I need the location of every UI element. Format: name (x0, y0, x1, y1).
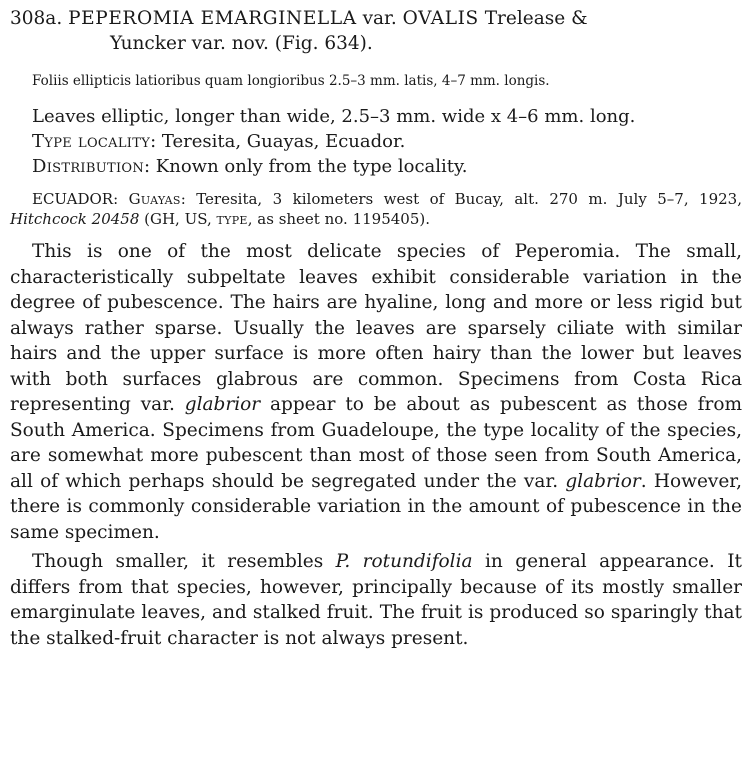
paragraph1-italic-a: glabrior (184, 394, 261, 415)
specimen-herbaria-pre: (GH, US, (139, 210, 217, 228)
type-locality-value: : Teresita, Guayas, Ecuador. (150, 131, 406, 152)
leaves-description: Leaves elliptic, longer than wide, 2.5–3 mm. wide x 4–6 mm. long. (32, 106, 636, 127)
paragraph2-text-b: in general appearance. It differs from that species, however, principally because of its mostly smaller emarginulate leaves, and stalked fruit. The fruit is produced so sparingly that the stalked-fruit character is not always present. (10, 551, 742, 649)
distribution (32, 154, 742, 179)
specimen-country: ECUADOR (32, 190, 114, 208)
paragraph2-italic-a: P. rotundifolia (335, 551, 473, 572)
distribution-label: Distribution (32, 156, 145, 177)
discussion-paragraph-2 (10, 549, 742, 651)
discussion-paragraph-1 (10, 239, 742, 545)
specimen-locality: : Teresita, 3 kilometers west of Bucay, alt. 270 m. July 5–7, 1923, (180, 190, 742, 208)
distribution-value: : Known only from the type locality. (144, 156, 468, 177)
variety-word: var. (362, 8, 397, 29)
species-name: PEPEROMIA EMARGINELLA (68, 8, 357, 29)
description-block (10, 104, 742, 179)
latin-diagnosis: Foliis ellipticis latioribus quam longioribus 2.5–3 mm. latis, 4–7 mm. longis. (32, 73, 550, 89)
specimen-province: Guayas (128, 190, 181, 208)
type-locality (32, 129, 742, 154)
paragraph1-text-b: appear to be about as pubescent as those from South America. Specimens from Guadeloupe, the type locality of the species, are somewhat more pubescent than most of those seen from South America, all of which perhaps should be segregated under the var. (10, 394, 742, 492)
variety-name: OVALIS (402, 8, 479, 29)
paragraph1-italic-b: glabrior (565, 470, 641, 492)
specimen-type-word: type (216, 210, 248, 228)
specimen-herbaria-post: , as sheet no. 1195405). (247, 210, 430, 228)
species-number: 308a. (10, 8, 63, 29)
authors-line1: Trelease & (484, 8, 588, 29)
specimen-separator: : (113, 190, 129, 208)
species-heading (10, 6, 742, 56)
paragraph1-text-a: This is one of the most delicate species of Peperomia. The small, characteristically subpeltate leaves exhibit considerable variation in the degree of pubescence. The hairs are hyaline, long and more or less rigid but always rather sparse. Usually the leaves are sparsely ciliate with similar hairs and the upper surface is more often hairy than the lower but leaves with both surfaces glabrous are common. Specimens from Costa Rica representing var. (10, 241, 742, 415)
specimen-citation (10, 189, 742, 229)
authors-line2: Yuncker var. nov. (Fig. 634). (110, 33, 373, 54)
type-locality-label: Type locality (32, 131, 151, 152)
paragraph2-text-a: Though smaller, it resembles (32, 551, 336, 572)
specimen-collector: Hitchcock 20458 (10, 210, 140, 228)
paragraph1-text-c: . However, there is commonly considerable variation in the amount of pubescence in the same specimen. (10, 470, 742, 543)
